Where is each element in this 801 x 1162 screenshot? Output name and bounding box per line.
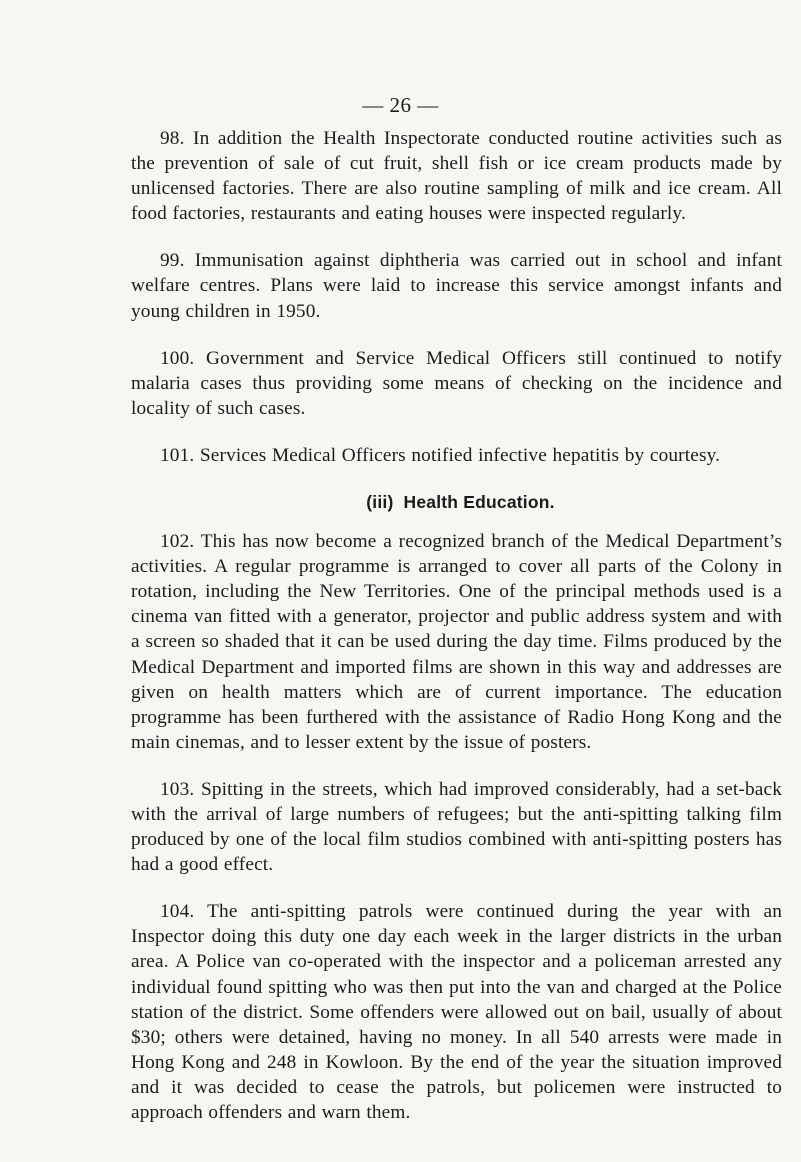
paragraph-99: 99. Immunisation against diphtheria was carried out in school and infant welfare centres. Plans were laid to increase this service amongst infants and young children in 1950. [131,250,782,322]
paragraph-104: 104. The anti-spitting patrols were continued during the year with an Inspector doing this duty one day each week in the larger districts in the urban area. A Police van co-operated with the inspector and a policeman arrested any individual found spitting who was then put into the van and charged at the Police station of the district. Some offenders were allowed out on bail, usually of about $30; others were detained, having no money. In all 540 arrests were made in Hong Kong and 248 in Kowloon. By the end of the year the situation improved and it was decided to cease the patrols, but policemen were instructed to approach offenders and warn them. [131,901,782,1123]
page-number: — 26 — [362,93,439,117]
paragraph-98: 98. In addition the Health Inspectorate conducted routine activities such as the prevention of sale of cut fruit, shell fish or ice cream products made by unlicensed factories. There are also routine sampling of milk and ice cream. All food factories, restaurants and eating houses were inspected regularly. [131,128,782,225]
paragraph-102: 102. This has now become a recognized branch of the Medical Department’s activities. A regular programme is arranged to cover all parts of the Colony in rotation, including the New Territories. One of the principal methods used is a cinema van fitted with a generator, projector and public address system and with a screen so shaded that it can be used during the day time. Films produced by the Medical Department and imported films are shown in this way and addresses are given on health matters which are of current importance. The education programme has been furthered with the assistance of Radio Hong Kong and the main cinemas, and to lesser extent by the issue of posters. [131,531,782,753]
section-heading-title: Health Education. [403,492,555,513]
paragraph-101: 101. Services Medical Officers notified infective hepatitis by courtesy. [160,444,721,466]
paragraph-100: 100. Government and Service Medical Officers still continued to notify malaria cases thus providing some means of checking on the incidence and locality of such cases. [131,347,782,419]
paragraph-103: 103. Spitting in the streets, which had improved considerably, had a set-back with the arrival of large numbers of refugees; but the anti-spitting talking film produced by one of the local film studios combined with anti-spitting posters has had a good effect. [131,778,782,876]
section-heading [131,490,782,514]
body-text [131,126,782,1147]
section-heading-number: (iii) [366,492,394,513]
